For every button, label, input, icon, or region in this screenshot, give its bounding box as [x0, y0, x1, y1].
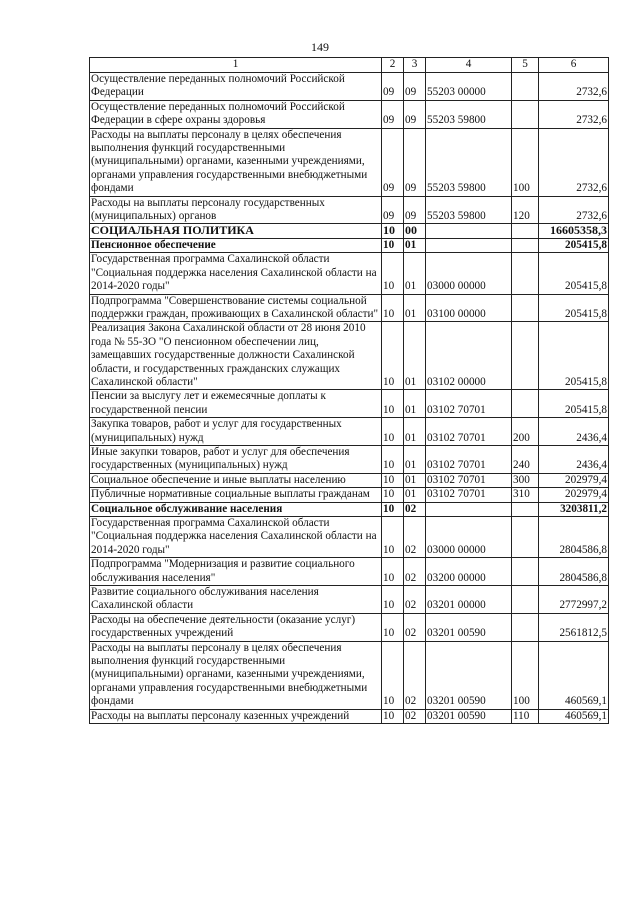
- target-article-cell: 03201 00000: [426, 586, 512, 614]
- row-name-cell: Осуществление переданных полномочий Российской Федерации: [90, 73, 382, 101]
- target-article-cell: 03102 70701: [426, 390, 512, 418]
- target-article-cell: 03000 00000: [426, 517, 512, 558]
- amount-cell: 2436,4: [539, 445, 609, 473]
- amount-cell: 2804586,8: [539, 558, 609, 586]
- section-code-cell: 10: [382, 488, 404, 502]
- column-header-5: 5: [512, 58, 539, 73]
- column-header-2: 2: [382, 58, 404, 73]
- target-article-cell: 03102 70701: [426, 488, 512, 502]
- amount-cell: 205415,8: [539, 322, 609, 390]
- expense-type-cell: [512, 586, 539, 614]
- target-article-cell: 03102 70701: [426, 445, 512, 473]
- amount-cell: 3203811,2: [539, 502, 609, 516]
- target-article-cell: 03102 70701: [426, 418, 512, 446]
- row-name-cell: Подпрограмма "Совершенствование системы социальной поддержки граждан, проживающих в Сахалинской области": [90, 294, 382, 322]
- section-code-cell: 10: [382, 517, 404, 558]
- section-code-cell: 10: [382, 322, 404, 390]
- expense-type-cell: [512, 73, 539, 101]
- table-row: [90, 558, 609, 586]
- subsection-code-cell: 09: [404, 196, 426, 224]
- expense-type-cell: 110: [512, 709, 539, 723]
- subsection-code-cell: 01: [404, 445, 426, 473]
- section-code-cell: 09: [382, 100, 404, 128]
- table-row: [90, 100, 609, 128]
- expense-type-cell: [512, 390, 539, 418]
- row-name-cell: Пенсионное обеспечение: [90, 238, 382, 252]
- amount-cell: 460569,1: [539, 709, 609, 723]
- subsection-code-cell: 02: [404, 613, 426, 641]
- amount-cell: 202979,4: [539, 488, 609, 502]
- row-name-cell: Расходы на выплаты персоналу в целях обеспечения выполнения функций государственными (муниципальными) органами, казенными учреждениями, органами управления государственными внебюджетными фондами: [90, 641, 382, 709]
- expense-type-cell: [512, 294, 539, 322]
- subsection-code-cell: 09: [404, 73, 426, 101]
- amount-cell: 2561812,5: [539, 613, 609, 641]
- row-name-cell: Реализация Закона Сахалинской области от 28 июня 2010 года № 55-ЗО "О пенсионном обеспечении лиц, замещавших государственные должности Сахалинской области, и государственных гражданских служащих Сахалинской области": [90, 322, 382, 390]
- row-name-cell: Социальное обслуживание населения: [90, 502, 382, 516]
- amount-cell: 2804586,8: [539, 517, 609, 558]
- amount-cell: 16605358,3: [539, 224, 609, 238]
- table-row: [90, 641, 609, 709]
- row-name-cell: Расходы на выплаты персоналу государственных (муниципальных) органов: [90, 196, 382, 224]
- target-article-cell: [426, 502, 512, 516]
- section-code-cell: 10: [382, 238, 404, 252]
- expense-type-cell: [512, 517, 539, 558]
- expense-type-cell: [512, 224, 539, 238]
- row-name-cell: СОЦИАЛЬНАЯ ПОЛИТИКА: [90, 224, 382, 238]
- amount-cell: 2732,6: [539, 100, 609, 128]
- table-row: [90, 586, 609, 614]
- subsection-code-cell: 01: [404, 253, 426, 294]
- section-code-cell: 10: [382, 613, 404, 641]
- section-code-cell: 10: [382, 224, 404, 238]
- target-article-cell: 03200 00000: [426, 558, 512, 586]
- row-name-cell: Расходы на обеспечение деятельности (оказание услуг) государственных учреждений: [90, 613, 382, 641]
- section-code-cell: 10: [382, 294, 404, 322]
- table-row: [90, 613, 609, 641]
- target-article-cell: 03201 00590: [426, 709, 512, 723]
- row-name-cell: Расходы на выплаты персоналу в целях обеспечения выполнения функций государственными (муниципальными) органами, казенными учреждениями, органами управления государственными внебюджетными фондами: [90, 128, 382, 196]
- section-code-cell: 10: [382, 473, 404, 487]
- subsection-code-cell: 02: [404, 502, 426, 516]
- subsection-code-cell: 09: [404, 128, 426, 196]
- section-code-cell: 10: [382, 418, 404, 446]
- table-row: [90, 390, 609, 418]
- amount-cell: 205415,8: [539, 253, 609, 294]
- expense-type-cell: 200: [512, 418, 539, 446]
- column-header-6: 6: [539, 58, 609, 73]
- table-row: [90, 473, 609, 487]
- target-article-cell: 03201 00590: [426, 641, 512, 709]
- row-name-cell: Социальное обеспечение и иные выплаты населению: [90, 473, 382, 487]
- amount-cell: 205415,8: [539, 390, 609, 418]
- table-row: [90, 238, 609, 252]
- target-article-cell: 55203 59800: [426, 100, 512, 128]
- table-row: [90, 128, 609, 196]
- table-row: [90, 709, 609, 723]
- table-row: [90, 502, 609, 516]
- row-name-cell: Иные закупки товаров, работ и услуг для обеспечения государственных (муниципальных) нужд: [90, 445, 382, 473]
- target-article-cell: [426, 238, 512, 252]
- amount-cell: 2436,4: [539, 418, 609, 446]
- row-name-cell: Государственная программа Сахалинской области "Социальная поддержка населения Сахалинской области на 2014-2020 годы": [90, 517, 382, 558]
- section-code-cell: 10: [382, 641, 404, 709]
- table-row: [90, 418, 609, 446]
- section-code-cell: 10: [382, 502, 404, 516]
- table-row: [90, 196, 609, 224]
- expense-type-cell: 100: [512, 641, 539, 709]
- subsection-code-cell: 09: [404, 100, 426, 128]
- row-name-cell: Подпрограмма "Модернизация и развитие социального обслуживания населения": [90, 558, 382, 586]
- subsection-code-cell: 02: [404, 641, 426, 709]
- amount-cell: 2732,6: [539, 73, 609, 101]
- target-article-cell: 03102 00000: [426, 322, 512, 390]
- table-row: [90, 322, 609, 390]
- amount-cell: 205415,8: [539, 294, 609, 322]
- section-code-cell: 10: [382, 558, 404, 586]
- subsection-code-cell: 02: [404, 517, 426, 558]
- table-row: [90, 294, 609, 322]
- amount-cell: 205415,8: [539, 238, 609, 252]
- target-article-cell: 03102 70701: [426, 473, 512, 487]
- expense-type-cell: 300: [512, 473, 539, 487]
- amount-cell: 202979,4: [539, 473, 609, 487]
- expense-type-cell: [512, 100, 539, 128]
- expense-type-cell: 120: [512, 196, 539, 224]
- expense-type-cell: 310: [512, 488, 539, 502]
- subsection-code-cell: 01: [404, 322, 426, 390]
- row-name-cell: Публичные нормативные социальные выплаты гражданам: [90, 488, 382, 502]
- row-name-cell: Закупка товаров, работ и услуг для государственных (муниципальных) нужд: [90, 418, 382, 446]
- table-header-row: [90, 58, 609, 73]
- subsection-code-cell: 01: [404, 473, 426, 487]
- page-number: 149: [311, 40, 329, 54]
- table-body: [90, 73, 609, 724]
- row-name-cell: Развитие социального обслуживания населения Сахалинской области: [90, 586, 382, 614]
- subsection-code-cell: 01: [404, 294, 426, 322]
- section-code-cell: 10: [382, 445, 404, 473]
- subsection-code-cell: 02: [404, 586, 426, 614]
- expense-type-cell: [512, 238, 539, 252]
- expense-type-cell: 100: [512, 128, 539, 196]
- expense-type-cell: [512, 502, 539, 516]
- subsection-code-cell: 01: [404, 418, 426, 446]
- subsection-code-cell: 01: [404, 390, 426, 418]
- subsection-code-cell: 01: [404, 488, 426, 502]
- expense-type-cell: 240: [512, 445, 539, 473]
- column-header-3: 3: [404, 58, 426, 73]
- budget-table: [89, 57, 609, 724]
- section-code-cell: 09: [382, 196, 404, 224]
- section-code-cell: 09: [382, 73, 404, 101]
- amount-cell: 2732,6: [539, 196, 609, 224]
- table-row: [90, 445, 609, 473]
- subsection-code-cell: 02: [404, 558, 426, 586]
- table-row: [90, 517, 609, 558]
- subsection-code-cell: 02: [404, 709, 426, 723]
- table-row: [90, 488, 609, 502]
- amount-cell: 460569,1: [539, 641, 609, 709]
- section-code-cell: 10: [382, 390, 404, 418]
- target-article-cell: 55203 59800: [426, 196, 512, 224]
- target-article-cell: 03201 00590: [426, 613, 512, 641]
- row-name-cell: Расходы на выплаты персоналу казенных учреждений: [90, 709, 382, 723]
- table-row: [90, 253, 609, 294]
- row-name-cell: Осуществление переданных полномочий Российской Федерации в сфере охраны здоровья: [90, 100, 382, 128]
- subsection-code-cell: 00: [404, 224, 426, 238]
- row-name-cell: Пенсии за выслугу лет и ежемесячные доплаты к государственной пенсии: [90, 390, 382, 418]
- section-code-cell: 10: [382, 586, 404, 614]
- target-article-cell: 55203 00000: [426, 73, 512, 101]
- amount-cell: 2772997,2: [539, 586, 609, 614]
- target-article-cell: 03100 00000: [426, 294, 512, 322]
- column-header-1: 1: [90, 58, 382, 73]
- expense-type-cell: [512, 253, 539, 294]
- subsection-code-cell: 01: [404, 238, 426, 252]
- section-code-cell: 10: [382, 709, 404, 723]
- amount-cell: 2732,6: [539, 128, 609, 196]
- target-article-cell: 03000 00000: [426, 253, 512, 294]
- target-article-cell: [426, 224, 512, 238]
- section-code-cell: 10: [382, 253, 404, 294]
- expense-type-cell: [512, 558, 539, 586]
- expense-type-cell: [512, 322, 539, 390]
- section-code-cell: 09: [382, 128, 404, 196]
- table-row: [90, 224, 609, 238]
- column-header-4: 4: [426, 58, 512, 73]
- row-name-cell: Государственная программа Сахалинской области "Социальная поддержка населения Сахалинской области на 2014-2020 годы": [90, 253, 382, 294]
- expense-type-cell: [512, 613, 539, 641]
- target-article-cell: 55203 59800: [426, 128, 512, 196]
- table-row: [90, 73, 609, 101]
